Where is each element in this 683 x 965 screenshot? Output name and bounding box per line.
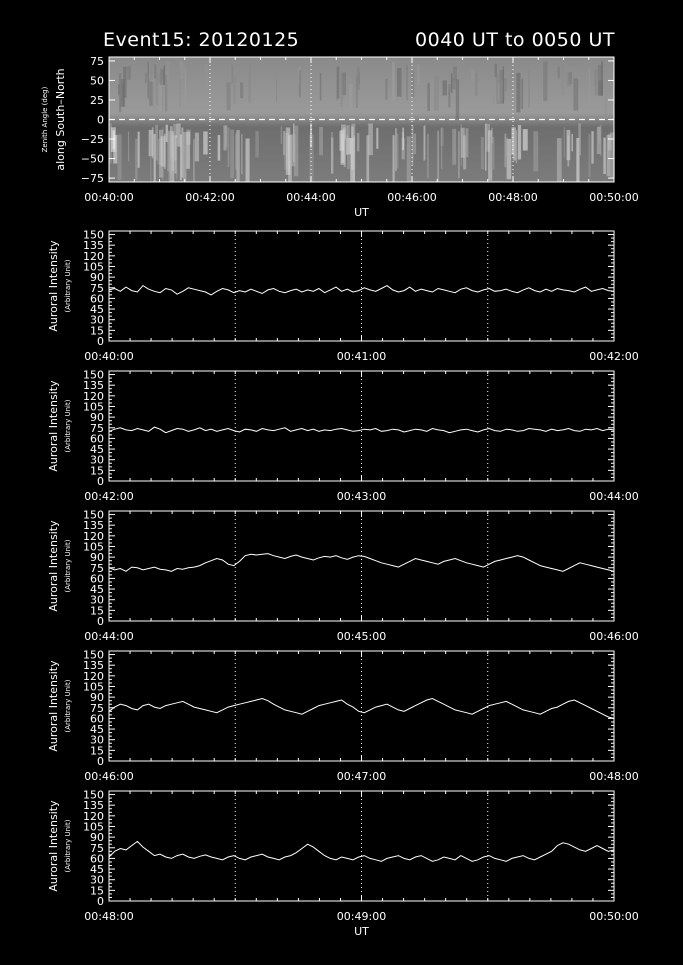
y-axis-title: Auroral Intensity	[47, 240, 60, 332]
keogram-streak	[331, 132, 332, 173]
keogram-streak	[567, 135, 569, 166]
y-tick-label: 90	[90, 411, 104, 425]
keogram-streak	[255, 131, 258, 157]
x-tick-label: 00:40:00	[84, 350, 134, 363]
keogram-streak	[117, 134, 121, 180]
keogram-streak	[341, 71, 343, 107]
x-tick-label: 00:40:00	[84, 191, 134, 204]
y-tick-label: 60	[90, 852, 104, 866]
y-tick-label: 60	[90, 572, 104, 586]
keogram-streak	[523, 129, 528, 150]
keogram-streak	[434, 76, 439, 111]
y-tick-label: 105	[83, 680, 104, 694]
y-tick-label: 45	[90, 303, 104, 317]
keogram-streak	[152, 78, 154, 106]
keogram-streak	[481, 137, 484, 169]
keogram-streak	[151, 68, 152, 79]
panel-4	[109, 511, 614, 621]
keogram-streak	[402, 128, 404, 151]
y-tick-label: −75	[80, 172, 104, 186]
keogram-streak	[407, 136, 411, 182]
keogram-streak	[456, 79, 459, 119]
keogram-streak	[346, 135, 348, 154]
y-tick-label: 30	[90, 733, 104, 747]
y-tick-label: 75	[90, 421, 104, 435]
keogram-streak	[491, 128, 492, 143]
keogram-streak	[186, 132, 190, 169]
keogram-streak	[392, 62, 395, 100]
keogram-streak	[127, 66, 131, 80]
y-tick-label: 45	[90, 723, 104, 737]
keogram-streak	[503, 66, 504, 103]
y-axis-subtitle: along South–North	[54, 68, 67, 171]
x-tick-label: 00:42:00	[185, 191, 235, 204]
y-axis-subtitle: (Arbitrary Unit)	[64, 259, 72, 313]
keogram-streak	[319, 127, 323, 155]
y-tick-label: 0	[97, 113, 104, 127]
keogram-streak	[453, 67, 457, 81]
y-tick-label: 45	[90, 443, 104, 457]
x-tick-label: 00:44:00	[286, 191, 336, 204]
y-tick-label: 90	[90, 691, 104, 705]
keogram-streak	[164, 134, 166, 169]
keogram-streak	[241, 134, 242, 174]
y-tick-label: 135	[83, 799, 104, 813]
keogram-streak	[406, 65, 407, 100]
y-tick-label: 90	[90, 271, 104, 285]
keogram-streak	[573, 78, 578, 110]
keogram-streak	[111, 127, 116, 152]
y-tick-label: 150	[83, 788, 104, 802]
keogram-streak	[121, 79, 125, 107]
y-tick-label: 120	[83, 249, 104, 263]
y-tick-label: 45	[90, 583, 104, 597]
keogram-streak	[558, 67, 560, 79]
keogram-streak	[516, 73, 520, 113]
y-axis-subtitle: (Arbitrary Unit)	[64, 399, 72, 453]
keogram-streak	[181, 128, 183, 178]
x-tick-label: 00:45:00	[336, 630, 387, 643]
keogram-streak	[248, 65, 250, 103]
keogram-streak	[442, 80, 446, 95]
x-tick-label: 00:42:00	[589, 350, 639, 363]
keogram-streak	[230, 130, 234, 179]
keogram-streak	[184, 67, 186, 105]
series-line	[109, 286, 614, 295]
keogram-streak	[393, 135, 395, 182]
y-tick-label: 15	[90, 744, 104, 758]
keogram-streak	[385, 79, 387, 100]
keogram-streak	[557, 138, 562, 182]
panel-6	[109, 791, 614, 901]
keogram-streak	[411, 71, 414, 97]
keogram-streak	[231, 65, 233, 83]
keogram-streak	[516, 130, 518, 163]
keogram-streak	[461, 128, 465, 158]
keogram-streak	[376, 128, 378, 149]
x-tick-label: 00:42:00	[84, 490, 134, 503]
keogram-streak	[337, 66, 340, 98]
keogram-streak	[246, 139, 250, 182]
keogram-streak	[603, 138, 605, 174]
keogram-streak	[203, 131, 207, 154]
keogram-streak	[578, 123, 581, 155]
y-tick-label: 120	[83, 669, 104, 683]
y-tick-label: 30	[90, 313, 104, 327]
x-tick-label: 00:41:00	[336, 350, 387, 363]
keogram-streak	[440, 128, 443, 146]
y-tick-label: 135	[83, 659, 104, 673]
x-tick-label: 00:47:00	[336, 770, 387, 783]
y-tick-label: 15	[90, 464, 104, 478]
keogram-streak	[595, 69, 598, 96]
y-tick-label: 60	[90, 432, 104, 446]
keogram-streak	[431, 79, 435, 110]
y-tick-label: 120	[83, 529, 104, 543]
x-tick-label: 00:48:00	[589, 770, 639, 783]
keogram-streak	[290, 134, 295, 166]
keogram-streak	[138, 132, 140, 168]
keogram-streak	[162, 79, 163, 112]
y-axis-subtitle: (Arbitrary Unit)	[64, 819, 72, 873]
keogram-streak	[195, 133, 199, 162]
y-tick-label: 25	[90, 93, 104, 107]
x-tick-label: 00:44:00	[589, 490, 639, 503]
panel-3	[109, 371, 614, 481]
x-tick-label: 00:46:00	[589, 630, 639, 643]
y-tick-label: 75	[90, 701, 104, 715]
y-tick-label: 60	[90, 292, 104, 306]
y-axis-title: Auroral Intensity	[47, 380, 60, 472]
keogram-streak	[562, 65, 564, 96]
x-axis-title: UT	[354, 925, 369, 938]
y-tick-label: 105	[83, 540, 104, 554]
y-tick-label: 30	[90, 453, 104, 467]
keogram-streak	[150, 136, 151, 182]
keogram-streak	[475, 73, 477, 96]
keogram-streak	[276, 78, 277, 102]
chart-title-right: 0040 UT to 0050 UT	[415, 29, 615, 51]
keogram-streak	[167, 62, 170, 85]
keogram-streak	[152, 127, 154, 158]
y-tick-label: −50	[80, 152, 104, 166]
y-tick-label: 150	[83, 648, 104, 662]
x-axis-title: UT	[354, 206, 369, 219]
keogram-streak	[168, 130, 171, 182]
keogram-streak	[227, 82, 231, 110]
y-tick-label: 0	[97, 615, 104, 628]
keogram-streak	[281, 126, 282, 144]
y-tick-label: 0	[97, 895, 104, 908]
y-tick-label: 75	[90, 561, 104, 575]
x-tick-label: 00:46:00	[84, 770, 134, 783]
keogram-streak	[508, 75, 512, 89]
keogram-streak	[600, 124, 601, 156]
chart-title-left: Event15: 20120125	[103, 29, 300, 51]
y-tick-label: −25	[80, 133, 104, 147]
y-tick-label: 75	[90, 54, 104, 68]
y-tick-label: 120	[83, 809, 104, 823]
keogram-streak	[588, 134, 590, 177]
keogram-streak	[223, 125, 226, 150]
keogram-streak	[598, 126, 600, 143]
keogram-streak	[427, 134, 429, 178]
keogram-streak	[320, 73, 321, 100]
y-tick-label: 90	[90, 831, 104, 845]
keogram-streak	[310, 123, 312, 147]
x-tick-label: 00:50:00	[589, 910, 639, 923]
y-axis-title: Auroral Intensity	[47, 520, 60, 612]
keogram-streak	[518, 125, 521, 159]
keogram-streak	[236, 130, 239, 182]
y-tick-label: 75	[90, 841, 104, 855]
keogram-streak	[591, 131, 593, 164]
keogram-streak	[543, 61, 547, 101]
keogram-streak	[240, 82, 243, 98]
y-axis-title: Zenith Angle (deg)	[41, 86, 49, 153]
keogram-streak	[128, 132, 129, 162]
y-tick-label: 45	[90, 863, 104, 877]
keogram-streak	[395, 128, 397, 171]
keogram-streak	[493, 77, 495, 104]
keogram-streak	[341, 125, 346, 140]
y-tick-label: 0	[97, 755, 104, 768]
keogram-streak	[604, 81, 607, 118]
keogram-streak	[183, 132, 186, 182]
x-tick-label: 00:46:00	[387, 191, 437, 204]
y-tick-label: 105	[83, 260, 104, 274]
keogram-streak	[571, 134, 572, 151]
keogram-streak	[413, 134, 416, 154]
keogram-streak	[533, 131, 538, 171]
keogram-streak	[356, 77, 358, 108]
keogram-streak	[451, 79, 456, 90]
y-tick-label: 150	[83, 368, 104, 382]
keogram-streak	[357, 133, 360, 151]
keogram-streak	[521, 79, 523, 109]
keogram-streak	[145, 73, 147, 83]
keogram-streak	[368, 124, 373, 156]
keogram-streak	[193, 139, 194, 182]
keogram-streak	[504, 133, 506, 167]
y-tick-label: 120	[83, 389, 104, 403]
y-tick-label: 15	[90, 604, 104, 618]
keogram-streak	[427, 83, 429, 111]
y-tick-label: 0	[97, 335, 104, 348]
keogram-streak	[147, 62, 148, 98]
y-tick-label: 150	[83, 228, 104, 242]
keogram-streak	[528, 71, 530, 108]
y-tick-label: 30	[90, 873, 104, 887]
y-tick-label: 135	[83, 379, 104, 393]
x-tick-label: 00:50:00	[589, 191, 639, 204]
keogram-streak	[258, 77, 260, 95]
keogram-streak	[179, 71, 181, 108]
y-tick-label: 50	[90, 74, 104, 88]
keogram-streak	[471, 69, 475, 81]
y-tick-label: 150	[83, 508, 104, 522]
keogram-streak	[513, 127, 516, 160]
keogram-streak	[227, 127, 229, 167]
keogram-streak	[162, 127, 163, 180]
panel-5	[109, 651, 614, 761]
y-tick-label: 90	[90, 551, 104, 565]
series-line	[109, 554, 614, 572]
keogram-streak	[351, 124, 355, 170]
keogram-streak	[564, 127, 565, 158]
y-tick-label: 135	[83, 239, 104, 253]
y-tick-label: 135	[83, 519, 104, 533]
keogram-streak	[397, 68, 402, 96]
keogram-streak	[205, 63, 209, 94]
y-axis-subtitle: (Arbitrary Unit)	[64, 539, 72, 593]
y-axis-subtitle: (Arbitrary Unit)	[64, 679, 72, 733]
keogram-streak	[567, 72, 571, 87]
keogram-streak	[452, 129, 456, 165]
y-tick-label: 15	[90, 324, 104, 338]
keogram-streak	[466, 128, 469, 157]
keogram-streak	[448, 84, 450, 107]
x-tick-label: 00:49:00	[336, 910, 387, 923]
keogram-streak	[458, 131, 460, 178]
keogram-streak	[286, 127, 291, 174]
y-tick-label: 60	[90, 712, 104, 726]
keogram-streak	[485, 124, 487, 171]
y-tick-label: 75	[90, 281, 104, 295]
x-tick-label: 00:44:00	[84, 630, 134, 643]
keogram-streak	[218, 135, 221, 161]
y-tick-label: 105	[83, 400, 104, 414]
keogram-streak	[172, 135, 175, 171]
panel-2	[109, 231, 614, 341]
y-tick-label: 0	[97, 475, 104, 488]
keogram-streak	[135, 139, 137, 180]
keogram-streak	[353, 80, 354, 108]
keogram-streak	[423, 126, 425, 161]
x-tick-label: 00:48:00	[488, 191, 538, 204]
keogram-streak	[589, 68, 590, 103]
y-tick-label: 105	[83, 820, 104, 834]
keogram-streak	[163, 65, 165, 84]
x-tick-label: 00:43:00	[336, 490, 387, 503]
keogram-streak	[417, 64, 420, 85]
keogram-streak	[299, 70, 301, 97]
y-axis-title: Auroral Intensity	[47, 660, 60, 752]
y-tick-label: 30	[90, 593, 104, 607]
keogram-streak	[233, 76, 236, 104]
keogram-streak	[176, 138, 178, 180]
keogram-streak	[358, 72, 359, 84]
x-tick-label: 00:48:00	[84, 910, 134, 923]
panel-1	[109, 57, 615, 182]
y-tick-label: 15	[90, 884, 104, 898]
keogram-streak	[437, 131, 439, 182]
keogram-streak	[599, 80, 603, 95]
keogram-streak	[397, 134, 399, 169]
keogram-streak	[538, 83, 539, 100]
y-axis-title: Auroral Intensity	[47, 800, 60, 892]
